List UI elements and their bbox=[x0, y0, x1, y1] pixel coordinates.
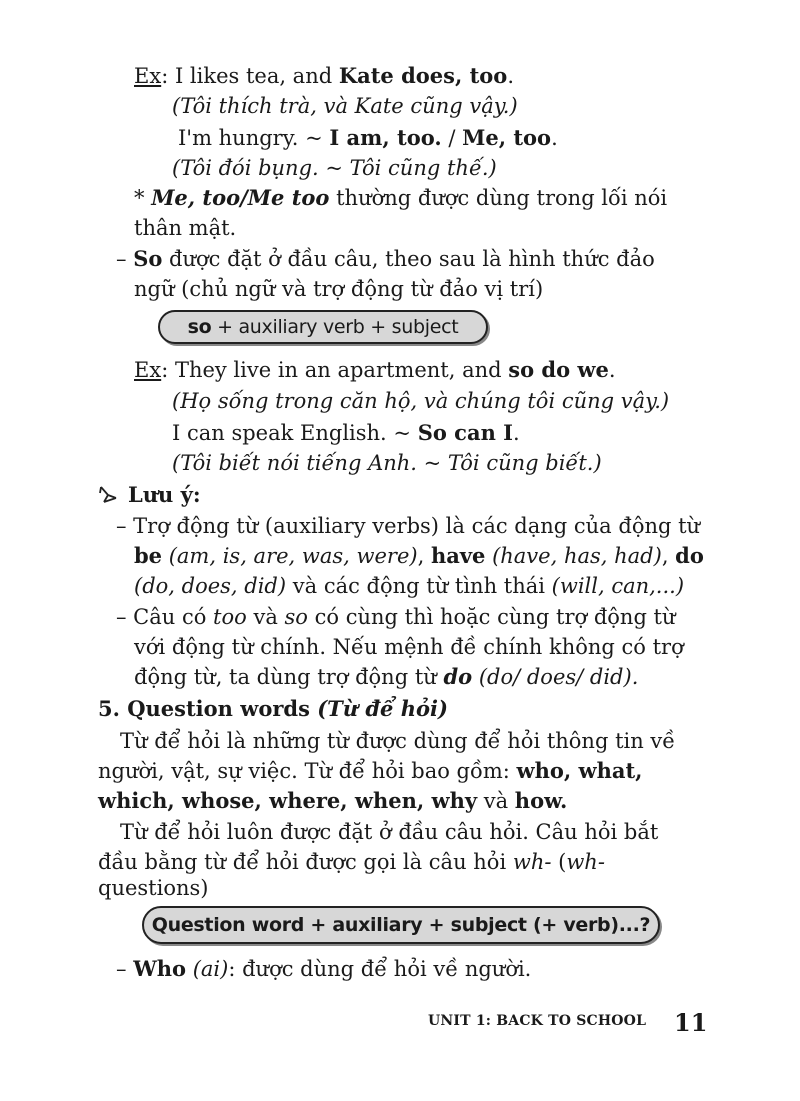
so-rule-line2: ngữ (chủ ngữ và trợ động từ đảo vị trí) bbox=[134, 277, 544, 301]
section5-p2-line1: Từ để hỏi luôn được đặt ở đầu câu hỏi. Câu hỏi bắt bbox=[120, 820, 659, 844]
pencil-note-icon bbox=[98, 484, 120, 506]
luu-y-p1-line2: be (am, is, are, was, were), have (have, has, had), do bbox=[134, 543, 704, 568]
section5-p1-line2: người, vật, sự việc. Từ để hỏi bao gồm: who, what, bbox=[98, 758, 643, 783]
example2-line2: I can speak English. ~ So can I. bbox=[172, 420, 520, 445]
example1-line1: Ex: I likes tea, and Kate does, too. bbox=[134, 63, 514, 88]
luu-y-p1-line3: (do, does, did) và các động từ tình thái (will, can,...) bbox=[134, 574, 685, 598]
luu-y-p1-line1: – Trợ động từ (auxiliary verbs) là các dạng của động từ bbox=[116, 514, 701, 538]
page-number: 11 bbox=[674, 1008, 708, 1037]
example1-translation2: (Tôi đói bụng. ~ Tôi cũng thế.) bbox=[172, 156, 497, 180]
example1-note-line1: * Me, too/Me too thường được dùng trong lối nói bbox=[134, 185, 668, 210]
example2-translation2: (Tôi biết nói tiếng Anh. ~ Tôi cũng biết.) bbox=[172, 451, 602, 475]
so-formula-box: so + auxiliary verb + subject bbox=[158, 310, 488, 344]
luu-y-p2-line2: với động từ chính. Nếu mệnh đề chính không có trợ bbox=[134, 635, 684, 659]
luu-y-title: Lưu ý: bbox=[128, 482, 201, 507]
ex-label: Ex bbox=[134, 358, 162, 382]
question-formula-box: Question word + auxiliary + subject (+ verb)...? bbox=[142, 906, 660, 944]
ex-label: Ex bbox=[134, 64, 162, 88]
example1-note-line2: thân mật. bbox=[134, 216, 237, 240]
example1-line2: I'm hungry. ~ I am, too. / Me, too. bbox=[178, 125, 558, 150]
luu-y-p2-line1: – Câu có too và so có cùng thì hoặc cùng trợ động từ bbox=[116, 605, 676, 629]
section5-p1-line3: which, whose, where, when, why và how. bbox=[98, 788, 568, 813]
section5-p2-line3: questions) bbox=[98, 876, 209, 900]
section5-p1-line1: Từ để hỏi là những từ được dùng để hỏi thông tin về bbox=[120, 729, 676, 753]
section5-p2-line2: đầu bằng từ để hỏi được gọi là câu hỏi wh- (wh- bbox=[98, 850, 605, 874]
section5-heading: 5. Question words (Từ để hỏi) bbox=[98, 696, 448, 721]
running-footer: UNIT 1: BACK TO SCHOOL bbox=[428, 1013, 647, 1029]
example2-translation1: (Họ sống trong căn hộ, và chúng tôi cũng vậy.) bbox=[172, 389, 670, 413]
who-line: – Who (ai): được dùng để hỏi về người. bbox=[116, 956, 532, 981]
example2-line1: Ex: They live in an apartment, and so do we. bbox=[134, 357, 616, 382]
so-rule-line1: – So được đặt ở đầu câu, theo sau là hình thức đảo bbox=[116, 246, 655, 271]
luu-y-p2-line3: động từ, ta dùng trợ động từ do (do/ does/ did). bbox=[134, 664, 639, 689]
example1-translation1: (Tôi thích trà, và Kate cũng vậy.) bbox=[172, 94, 518, 118]
